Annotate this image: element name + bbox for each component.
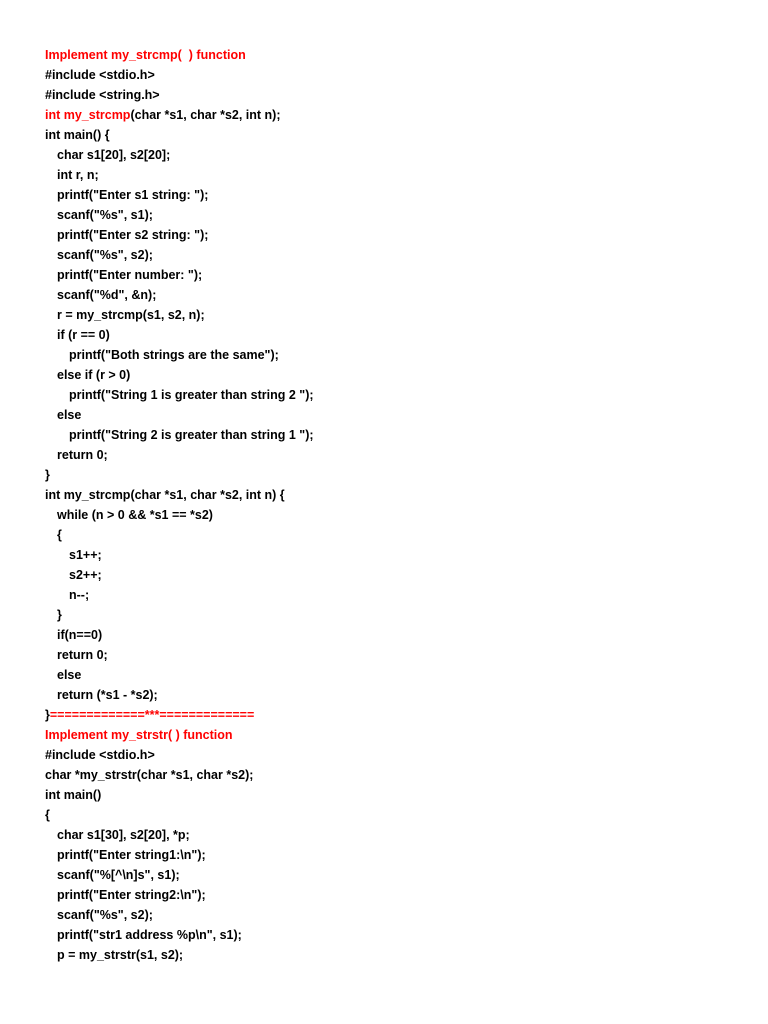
code-line: char s1[30], s2[20], *p;: [57, 828, 190, 842]
code-line: scanf("%s", s1);: [57, 208, 153, 222]
code-line: r = my_strcmp(s1, s2, n);: [57, 308, 205, 322]
code-line: #include <stdio.h>: [45, 748, 155, 762]
code-line: {: [45, 808, 50, 822]
code-line: scanf("%s", s2);: [57, 248, 153, 262]
code-line: printf("Enter number: ");: [57, 268, 203, 282]
code-line: if (r == 0): [57, 328, 110, 342]
code-line: #include <stdio.h>: [45, 68, 155, 82]
document-page: [45, 45, 745, 965]
code-line: scanf("%s", s2);: [57, 908, 153, 922]
code-line: int main(): [45, 788, 102, 802]
code-line-segment: int my_strcmp: [45, 108, 131, 122]
code-line: else if (r > 0): [57, 368, 131, 382]
code-line: {: [57, 528, 62, 542]
code-line: scanf("%d", &n);: [57, 288, 157, 302]
code-line: printf("String 2 is greater than string 1 ");: [69, 428, 314, 442]
code-line: return 0;: [57, 648, 108, 662]
code-line: if(n==0): [57, 628, 103, 642]
code-line: }: [57, 608, 62, 622]
code-line: while (n > 0 && *s1 == *s2): [57, 508, 213, 522]
code-line: printf("Enter string2:\n");: [57, 888, 206, 902]
code-line-segment: (char *s1, char *s2, int n);: [130, 108, 281, 122]
code-line: printf("Enter s1 string: ");: [57, 188, 209, 202]
code-line: else: [57, 408, 82, 422]
code-line: else: [57, 668, 82, 682]
code-line: printf("Both strings are the same");: [69, 348, 279, 362]
code-line: p = my_strstr(s1, s2);: [57, 948, 184, 962]
code-line: return 0;: [57, 448, 108, 462]
code-line: char *my_strstr(char *s1, char *s2);: [45, 768, 254, 782]
code-line: Implement my_strstr( ) function: [45, 728, 233, 742]
code-line: }: [45, 468, 50, 482]
code-line: return (*s1 - *s2);: [57, 688, 158, 702]
code-line: printf("Enter s2 string: ");: [57, 228, 209, 242]
code-line: n--;: [69, 588, 90, 602]
code-line: Implement my_strcmp( ) function: [45, 48, 246, 62]
code-line: printf("String 1 is greater than string 2 ");: [69, 388, 314, 402]
code-line: int r, n;: [57, 168, 99, 182]
code-line: printf("Enter string1:\n");: [57, 848, 206, 862]
code-line: scanf("%[^\n]s", s1);: [57, 868, 180, 882]
code-line: printf("str1 address %p\n", s1);: [57, 928, 242, 942]
code-line: int my_strcmp(char *s1, char *s2, int n) {: [45, 488, 285, 502]
code-line: int main() {: [45, 128, 110, 142]
code-line: s2++;: [69, 568, 102, 582]
code-line: [45, 105, 745, 125]
code-line: #include <string.h>: [45, 88, 160, 102]
code-line-segment: }: [45, 708, 50, 722]
code-line: char s1[20], s2[20];: [57, 148, 171, 162]
code-line: [45, 705, 745, 725]
code-line-segment: =============***=============: [49, 708, 255, 722]
code-line: s1++;: [69, 548, 102, 562]
